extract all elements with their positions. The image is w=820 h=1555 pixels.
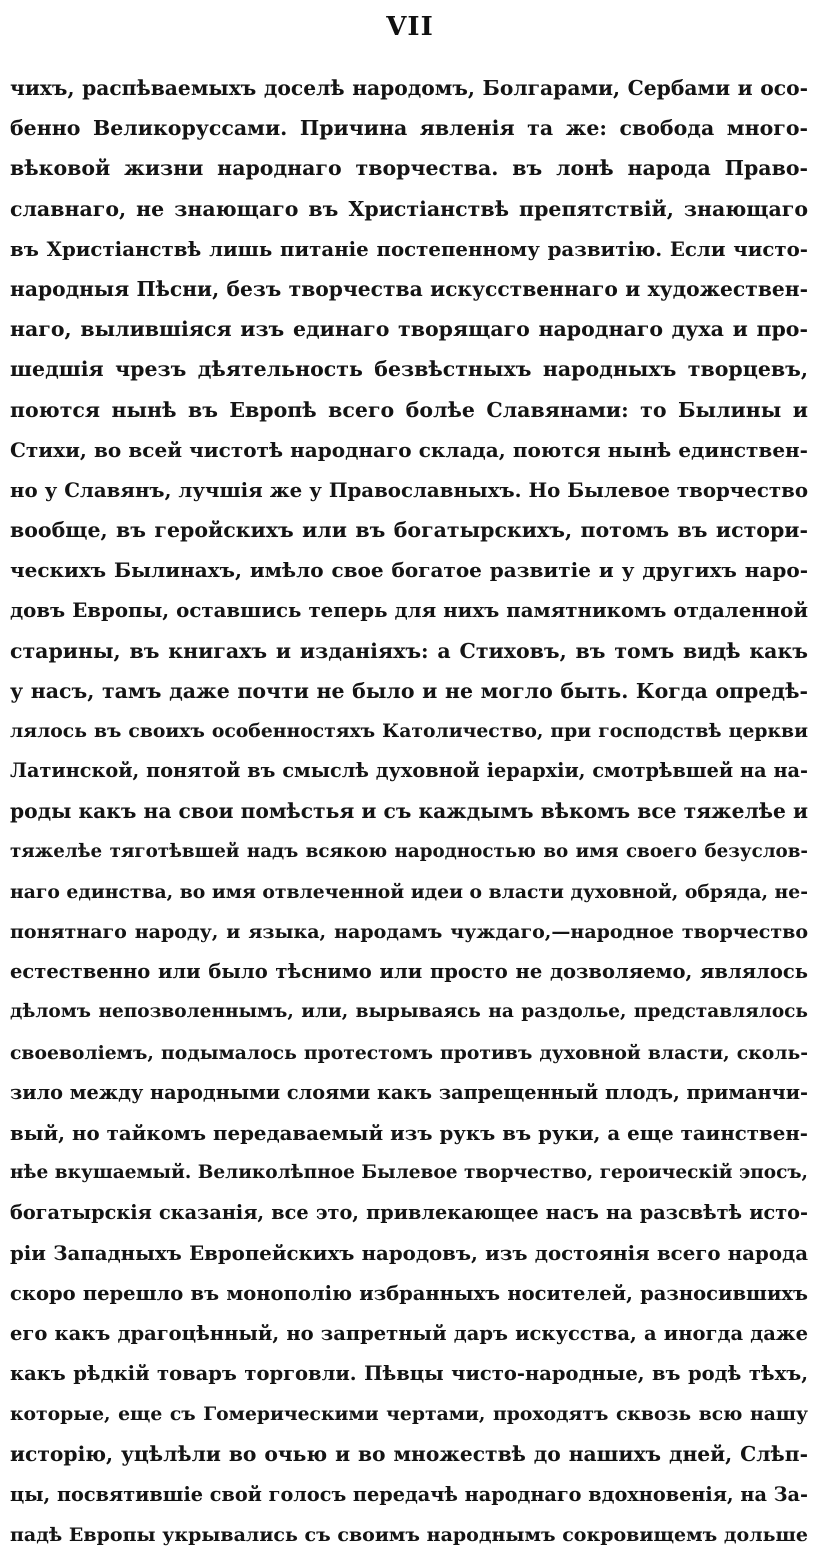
text-line: лялось въ своихъ особенностяхъ Католичество, при господствѣ церкви — [10, 720, 808, 742]
text-line: естественно или было тѣснимо или просто не дозволяемо, являлось — [10, 960, 808, 984]
text-line: исторію, уцѣлѣли во очью и во множествѣ до нашихъ дней, Слѣп- — [10, 1442, 808, 1467]
body-text — [10, 68, 808, 1555]
text-line: наго единства, во имя отвлеченной идеи о власти духовной, обряда, не- — [10, 880, 808, 903]
text-line: скоро перешло въ монополію избранныхъ носителей, разносившихъ — [10, 1281, 808, 1305]
text-line: своеволіемъ, подымалось протестомъ противъ духовной власти, сколь- — [10, 1041, 808, 1064]
text-line: старины, въ книгахъ и изданіяхъ: а Стиховъ, въ томъ видѣ какъ — [10, 638, 808, 663]
text-line: которые, еще съ Гомерическими чертами, проходятъ сквозь всю нашу — [10, 1403, 808, 1426]
text-line: нѣе вкушаемый. Великолѣпное Былевое творчество, героическій эпосъ, — [10, 1162, 808, 1184]
text-line: народныя Пѣсни, безъ творчества искусственнаго и художествен- — [10, 276, 808, 301]
text-line: славнаго, не знающаго въ Христіанствѣ препятствій, знающаго — [10, 196, 808, 221]
text-line: дѣломъ непозволеннымъ, или, вырываясь на раздолье, представлялось — [10, 1001, 808, 1023]
text-line: вообще, въ геройскихъ или въ богатырскихъ, потомъ въ истори- — [10, 518, 808, 543]
text-line: вый, но тайкомъ передаваемый изъ рукъ въ руки, а еще таинствен- — [10, 1120, 808, 1145]
text-line: Стихи, во всей чистотѣ народнаго склада, поются нынѣ единствен- — [10, 437, 808, 462]
text-line: тяжелѣе тяготѣвшей надъ всякою народностью во имя своего безуслов- — [10, 840, 808, 862]
text-line: бенно Великоруссами. Причина явленія та же: свобода много- — [10, 116, 808, 141]
text-line: цы, посвятившіе свой голосъ передачѣ народнаго вдохновенія, на За- — [10, 1482, 808, 1506]
text-line: падѣ Европы укрывались съ своимъ народнымъ сокровищемъ дольше — [10, 1523, 808, 1546]
text-line: шедшія чрезъ дѣятельность безвѣстныхъ народныхъ творцевъ, — [10, 357, 808, 382]
text-line: наго, вылившіяся изъ единаго творящаго народнаго духа и про- — [10, 317, 808, 342]
text-line: какъ рѣдкій товаръ торговли. Пѣвцы чисто-народные, въ родѣ тѣхъ, — [10, 1362, 808, 1385]
text-line: довъ Европы, оставшись теперь для нихъ памятникомъ отдаленной — [10, 598, 808, 623]
text-line: зило между народными слоями какъ запрещенный плодъ, приманчи- — [10, 1080, 808, 1104]
page-number: VII — [386, 12, 434, 42]
text-line: его какъ драгоцѣнный, но запретный даръ искусства, а иногда даже — [10, 1321, 808, 1345]
text-line: ріи Западныхъ Европейскихъ народовъ, изъ достоянія всего народа — [10, 1241, 808, 1266]
text-line: у насъ, тамъ даже почти не было и не могло быть. Когда опредѣ- — [10, 678, 808, 703]
text-line: но у Славянъ, лучшія же у Православныхъ. Но Былевое творчество — [10, 477, 808, 502]
text-line: поются нынѣ въ Европѣ всего болѣе Славянами: то Былины и — [10, 397, 808, 422]
text-line: въ Христіанствѣ лишь питаніе постепенному развитію. Если чисто- — [10, 236, 808, 261]
text-line: богатырскія сказанія, все это, привлекающее насъ на разсвѣтѣ исто- — [10, 1201, 808, 1225]
text-line: ческихъ Былинахъ, имѣло свое богатое развитіе и у другихъ наро- — [10, 558, 808, 583]
text-line: роды какъ на свои помѣстья и съ каждымъ вѣкомъ все тяжелѣе и — [10, 799, 808, 824]
text-line: чихъ, распѣваемыхъ доселѣ народомъ, Болгарами, Сербами и осо- — [10, 76, 808, 100]
text-line: Латинской, понятой въ смыслѣ духовной іерархіи, смотрѣвшей на на- — [10, 759, 808, 783]
text-line: понятнаго народу, и языка, народамъ чуждаго,—народное творчество — [10, 920, 808, 943]
text-line: вѣковой жизни народнаго творчества. въ лонѣ народа Право- — [10, 156, 808, 181]
